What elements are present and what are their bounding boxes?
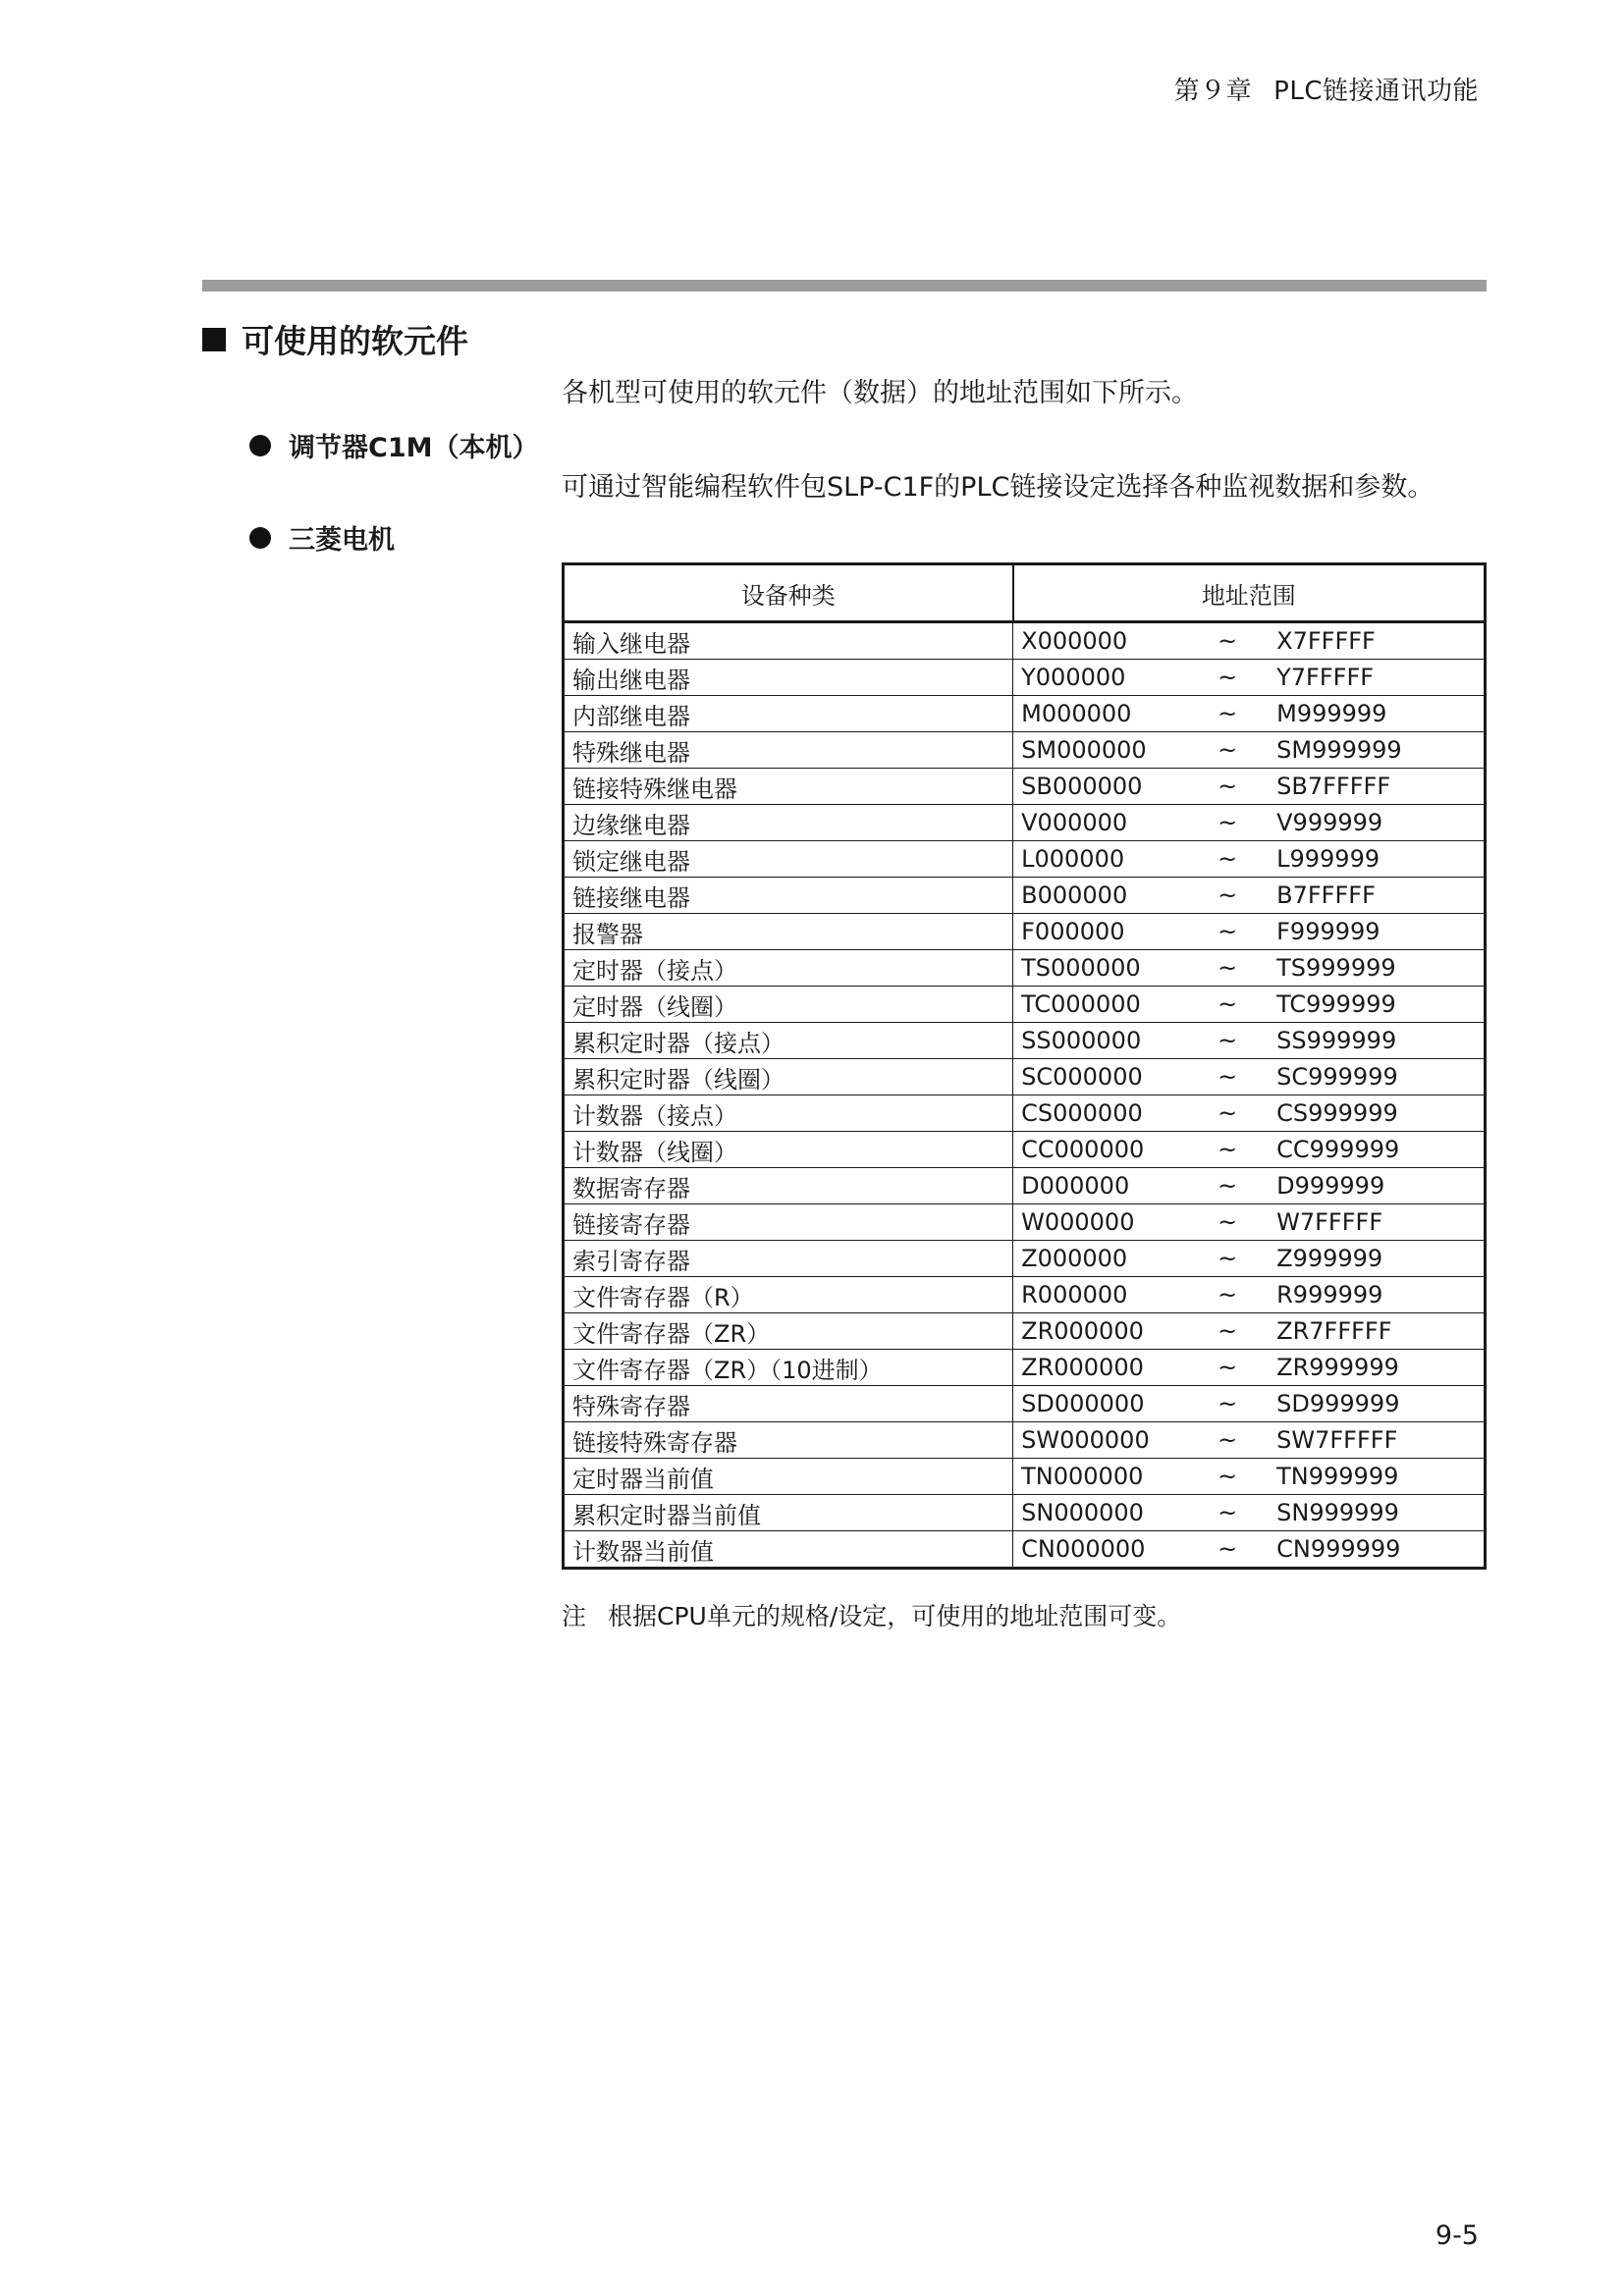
address-range — [1021, 700, 1476, 727]
address-range — [1021, 1281, 1476, 1308]
address-range — [1021, 1426, 1476, 1454]
range-separator: ~ — [1218, 1426, 1238, 1454]
range-end: W7FFFFF — [1276, 1208, 1383, 1236]
bullet-mitsubishi — [249, 518, 395, 557]
range-start: L000000 — [1021, 845, 1125, 873]
range-start: B000000 — [1021, 881, 1128, 909]
address-range-cell — [1013, 1241, 1486, 1277]
table-row — [564, 1386, 1486, 1422]
table-header-row — [564, 564, 1486, 622]
address-range — [1021, 1136, 1476, 1163]
range-start: SN000000 — [1021, 1499, 1144, 1526]
square-bullet-icon — [202, 328, 226, 351]
range-start: M000000 — [1021, 700, 1132, 727]
bullet-dot-icon — [249, 435, 271, 456]
range-end: L999999 — [1276, 845, 1380, 873]
range-end: CC999999 — [1276, 1136, 1400, 1163]
range-start: CS000000 — [1021, 1099, 1143, 1127]
range-separator: ~ — [1218, 773, 1238, 800]
address-range — [1021, 881, 1476, 909]
table-row — [564, 1168, 1486, 1204]
range-end: TC999999 — [1276, 990, 1396, 1018]
device-type-cell: 锁定继电器 — [564, 841, 1013, 878]
table-row — [564, 1132, 1486, 1168]
range-start: V000000 — [1021, 809, 1128, 836]
device-type-cell: 文件寄存器（ZR）（10进制） — [564, 1350, 1013, 1386]
range-start: X000000 — [1021, 627, 1128, 655]
range-separator: ~ — [1218, 1463, 1238, 1490]
range-separator: ~ — [1218, 809, 1238, 836]
address-range-cell — [1013, 1459, 1486, 1495]
range-end: ZR7FFFFF — [1276, 1317, 1392, 1345]
address-range — [1021, 1390, 1476, 1417]
chapter-number: 第９章 — [1173, 77, 1253, 106]
range-end: Z999999 — [1276, 1245, 1383, 1272]
range-start: SS000000 — [1021, 1027, 1142, 1054]
address-range-cell — [1013, 1204, 1486, 1241]
range-end: F999999 — [1276, 918, 1380, 945]
table-row — [564, 987, 1486, 1023]
address-range-cell — [1013, 987, 1486, 1023]
range-end: ZR999999 — [1276, 1354, 1399, 1381]
range-end: SS999999 — [1276, 1027, 1397, 1054]
device-type-cell: 输入继电器 — [564, 622, 1013, 660]
bullet-dot-icon — [249, 527, 271, 549]
address-range-cell — [1013, 1059, 1486, 1095]
table-row — [564, 1095, 1486, 1132]
address-range-cell — [1013, 1313, 1486, 1350]
range-start: TN000000 — [1021, 1463, 1144, 1490]
address-range — [1021, 773, 1476, 800]
range-start: SC000000 — [1021, 1063, 1143, 1091]
address-range-cell — [1013, 841, 1486, 878]
range-separator: ~ — [1218, 1063, 1238, 1091]
range-separator: ~ — [1218, 700, 1238, 727]
table-row — [564, 1495, 1486, 1531]
device-type-cell: 内部继电器 — [564, 696, 1013, 732]
address-range — [1021, 1245, 1476, 1272]
range-separator: ~ — [1218, 736, 1238, 764]
range-separator: ~ — [1218, 954, 1238, 982]
device-type-cell: 累积定时器（线圈） — [564, 1059, 1013, 1095]
address-range-cell — [1013, 1495, 1486, 1531]
address-range — [1021, 736, 1476, 764]
table-row — [564, 1313, 1486, 1350]
table-row — [564, 1531, 1486, 1569]
range-start: SM000000 — [1021, 736, 1147, 764]
table-row — [564, 1059, 1486, 1095]
address-range — [1021, 664, 1476, 691]
range-end: CS999999 — [1276, 1099, 1398, 1127]
table-row — [564, 1204, 1486, 1241]
range-start: TS000000 — [1021, 954, 1141, 982]
address-range — [1021, 1499, 1476, 1526]
device-type-cell: 链接特殊继电器 — [564, 769, 1013, 805]
address-range-cell — [1013, 1350, 1486, 1386]
bullet-c1m — [249, 426, 538, 464]
address-range — [1021, 1317, 1476, 1345]
address-range-cell — [1013, 1422, 1486, 1459]
range-end: M999999 — [1276, 700, 1387, 727]
device-type-cell: 文件寄存器（R） — [564, 1277, 1013, 1313]
address-range-cell — [1013, 914, 1486, 950]
device-type-cell: 索引寄存器 — [564, 1241, 1013, 1277]
section-heading — [202, 316, 468, 362]
address-range — [1021, 918, 1476, 945]
table-row — [564, 878, 1486, 914]
address-range-cell — [1013, 805, 1486, 841]
bullet-label: 三菱电机 — [289, 525, 395, 556]
table-row — [564, 1241, 1486, 1277]
address-range-cell — [1013, 660, 1486, 696]
device-table — [562, 562, 1487, 1570]
range-separator: ~ — [1218, 1136, 1238, 1163]
device-type-cell: 数据寄存器 — [564, 1168, 1013, 1204]
range-end: X7FFFFF — [1276, 627, 1376, 655]
range-end: CN999999 — [1276, 1535, 1401, 1563]
range-separator: ~ — [1218, 627, 1238, 655]
section-divider — [202, 280, 1487, 292]
table-row — [564, 1422, 1486, 1459]
table-row — [564, 732, 1486, 769]
table-note — [562, 1597, 1181, 1632]
range-start: SD000000 — [1021, 1390, 1145, 1417]
note-text: 根据CPU单元的规格/设定，可使用的地址范围可变。 — [608, 1602, 1182, 1630]
range-end: D999999 — [1276, 1172, 1385, 1200]
device-type-cell: 计数器（接点） — [564, 1095, 1013, 1132]
address-range — [1021, 1172, 1476, 1200]
range-start: SW000000 — [1021, 1426, 1150, 1454]
table-row — [564, 769, 1486, 805]
range-separator: ~ — [1218, 1281, 1238, 1308]
range-separator: ~ — [1218, 1354, 1238, 1381]
address-range — [1021, 1354, 1476, 1381]
table-body — [564, 622, 1486, 1569]
device-type-cell: 输出继电器 — [564, 660, 1013, 696]
range-start: SB000000 — [1021, 773, 1143, 800]
address-range-cell — [1013, 1132, 1486, 1168]
table-row — [564, 805, 1486, 841]
address-range — [1021, 845, 1476, 873]
range-separator: ~ — [1218, 918, 1238, 945]
range-end: TS999999 — [1276, 954, 1396, 982]
address-range — [1021, 1208, 1476, 1236]
range-end: V999999 — [1276, 809, 1383, 836]
address-range-cell — [1013, 1095, 1486, 1132]
device-type-cell: 计数器当前值 — [564, 1531, 1013, 1569]
device-type-cell: 计数器（线圈） — [564, 1132, 1013, 1168]
device-type-cell: 边缘继电器 — [564, 805, 1013, 841]
address-range — [1021, 1063, 1476, 1091]
chapter-header — [1174, 71, 1479, 107]
range-start: R000000 — [1021, 1281, 1128, 1308]
range-separator: ~ — [1218, 881, 1238, 909]
range-separator: ~ — [1218, 1208, 1238, 1236]
device-type-cell: 特殊继电器 — [564, 732, 1013, 769]
address-range-cell — [1013, 1023, 1486, 1059]
range-start: F000000 — [1021, 918, 1125, 945]
range-start: CC000000 — [1021, 1136, 1145, 1163]
table-row — [564, 1459, 1486, 1495]
range-end: SN999999 — [1276, 1499, 1399, 1526]
range-end: B7FFFFF — [1276, 881, 1376, 909]
bullet-c1m-text: 可通过智能编程软件包SLP-C1F的PLC链接设定选择各种监视数据和参数。 — [562, 472, 1435, 503]
address-range — [1021, 1463, 1476, 1490]
device-type-cell: 报警器 — [564, 914, 1013, 950]
range-separator: ~ — [1218, 1099, 1238, 1127]
address-range — [1021, 954, 1476, 982]
range-end: SM999999 — [1276, 736, 1402, 764]
address-range — [1021, 1027, 1476, 1054]
table-row — [564, 1023, 1486, 1059]
address-range-cell — [1013, 1386, 1486, 1422]
address-range-cell — [1013, 1531, 1486, 1569]
range-start: TC000000 — [1021, 990, 1141, 1018]
device-type-cell: 特殊寄存器 — [564, 1386, 1013, 1422]
range-end: SW7FFFFF — [1276, 1426, 1398, 1454]
range-start: W000000 — [1021, 1208, 1135, 1236]
address-range-cell — [1013, 769, 1486, 805]
range-end: Y7FFFFF — [1276, 664, 1375, 691]
column-header-range: 地址范围 — [1013, 564, 1486, 622]
table-row — [564, 914, 1486, 950]
device-type-cell: 累积定时器当前值 — [564, 1495, 1013, 1531]
range-start: Y000000 — [1021, 664, 1126, 691]
range-end: SB7FFFFF — [1276, 773, 1391, 800]
table-row — [564, 1350, 1486, 1386]
range-separator: ~ — [1218, 1172, 1238, 1200]
device-type-cell: 定时器（接点） — [564, 950, 1013, 987]
range-separator: ~ — [1218, 664, 1238, 691]
range-separator: ~ — [1218, 1535, 1238, 1563]
bullet-label: 调节器C1M（本机） — [289, 433, 539, 463]
range-end: R999999 — [1276, 1281, 1383, 1308]
section-intro: 各机型可使用的软元件（数据）的地址范围如下所示。 — [562, 378, 1198, 408]
address-range — [1021, 809, 1476, 836]
range-start: D000000 — [1021, 1172, 1130, 1200]
range-separator: ~ — [1218, 1499, 1238, 1526]
table-row — [564, 950, 1486, 987]
range-separator: ~ — [1218, 990, 1238, 1018]
range-separator: ~ — [1218, 1027, 1238, 1054]
range-end: TN999999 — [1276, 1463, 1399, 1490]
range-start: ZR000000 — [1021, 1354, 1144, 1381]
range-end: SC999999 — [1276, 1063, 1398, 1091]
range-separator: ~ — [1218, 1317, 1238, 1345]
address-range — [1021, 990, 1476, 1018]
range-start: CN000000 — [1021, 1535, 1146, 1563]
table-row — [564, 696, 1486, 732]
table-row — [564, 660, 1486, 696]
device-type-cell: 累积定时器（接点） — [564, 1023, 1013, 1059]
address-range — [1021, 627, 1476, 655]
address-range-cell — [1013, 622, 1486, 660]
device-type-cell: 文件寄存器（ZR） — [564, 1313, 1013, 1350]
device-type-cell: 链接特殊寄存器 — [564, 1422, 1013, 1459]
address-range-cell — [1013, 696, 1486, 732]
range-separator: ~ — [1218, 1390, 1238, 1417]
range-separator: ~ — [1218, 845, 1238, 873]
column-header-device: 设备种类 — [564, 564, 1013, 622]
note-label: 注 — [562, 1602, 587, 1630]
table-row — [564, 1277, 1486, 1313]
range-start: ZR000000 — [1021, 1317, 1144, 1345]
range-separator: ~ — [1218, 1245, 1238, 1272]
address-range-cell — [1013, 950, 1486, 987]
chapter-title: PLC链接通讯功能 — [1273, 77, 1479, 106]
address-range-cell — [1013, 1168, 1486, 1204]
device-type-cell: 定时器（线圈） — [564, 987, 1013, 1023]
address-range-cell — [1013, 1277, 1486, 1313]
table-row — [564, 841, 1486, 878]
address-range — [1021, 1535, 1476, 1563]
page-number: 9-5 — [1435, 2220, 1479, 2251]
range-end: SD999999 — [1276, 1390, 1400, 1417]
device-type-cell: 链接继电器 — [564, 878, 1013, 914]
table-row — [564, 622, 1486, 660]
device-type-cell: 链接寄存器 — [564, 1204, 1013, 1241]
address-range — [1021, 1099, 1476, 1127]
device-type-cell: 定时器当前值 — [564, 1459, 1013, 1495]
range-start: Z000000 — [1021, 1245, 1128, 1272]
section-title: 可使用的软元件 — [242, 322, 468, 360]
address-range-cell — [1013, 878, 1486, 914]
address-range-cell — [1013, 732, 1486, 769]
